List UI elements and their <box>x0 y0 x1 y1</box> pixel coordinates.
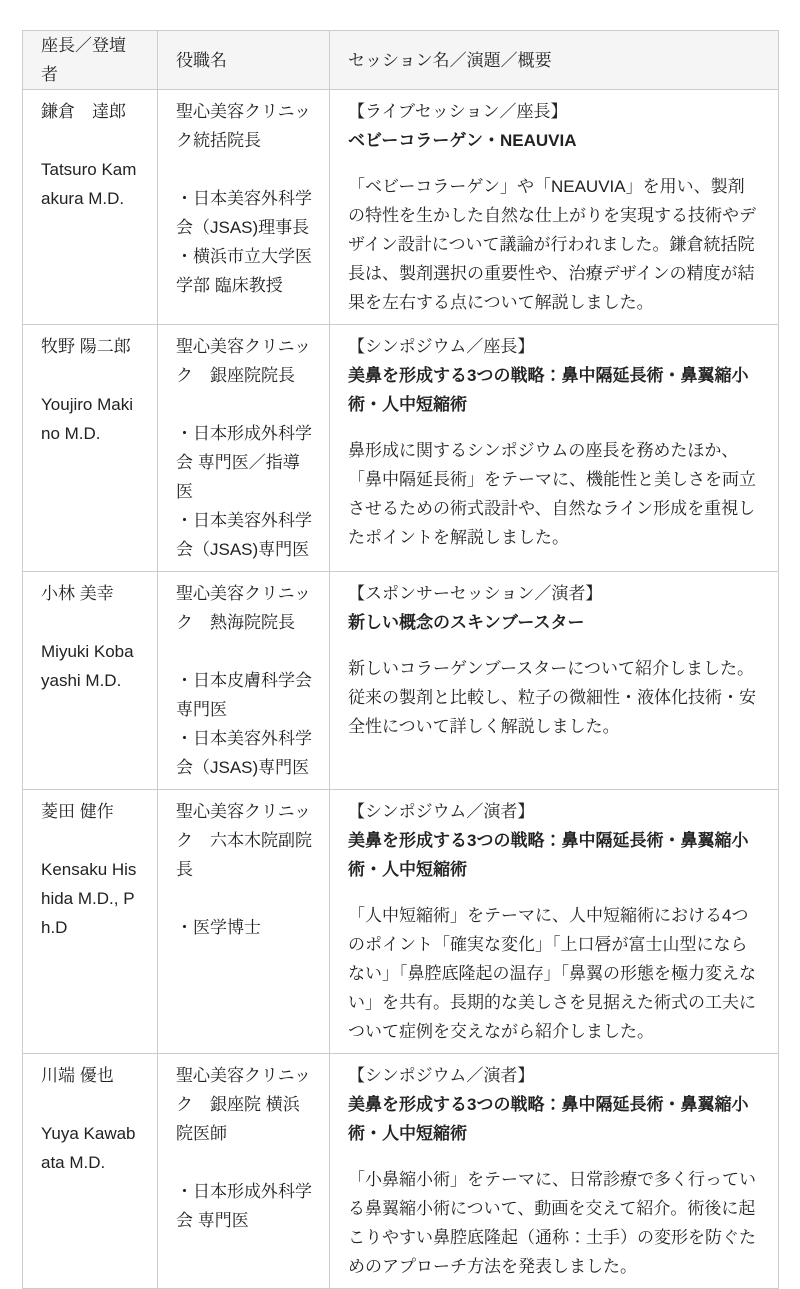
session-cell <box>330 90 779 325</box>
header-row <box>23 31 779 90</box>
speaker-name-en: Yuya Kawabata M.D. <box>41 1124 136 1172</box>
speaker-name: 川端 優也 <box>41 1066 114 1085</box>
credentials-list <box>176 913 312 942</box>
column-header-role: 役職名 <box>158 31 330 90</box>
session-title: 新しい概念のスキンブースター <box>348 613 585 632</box>
session-cell <box>330 325 779 572</box>
session-label: 【ライブセッション／座長】 <box>348 102 568 121</box>
credential-item: ・日本形成外科学会 専門医 <box>176 1182 312 1230</box>
role-cell <box>158 790 330 1054</box>
credential-item: ・医学博士 <box>176 918 261 937</box>
column-header-session: セッション名／演題／概要 <box>330 31 779 90</box>
column-header-speaker: 座長／登壇者 <box>23 31 158 90</box>
session-label: 【シンポジウム／演者】 <box>348 1066 535 1085</box>
speaker-cell <box>23 325 158 572</box>
session-cell <box>330 790 779 1054</box>
credential-item: ・横浜市立大学医学部 臨床教授 <box>176 247 312 295</box>
role-title: 聖心美容クリニック 熱海院院長 <box>176 584 311 632</box>
table-body <box>23 90 779 1289</box>
credentials-list <box>176 1177 312 1235</box>
speaker-name-en: Youjiro Makino M.D. <box>41 395 133 443</box>
role-title: 聖心美容クリニック 銀座院 横浜院医師 <box>176 1066 311 1143</box>
speaker-cell <box>23 1054 158 1289</box>
role-cell <box>158 1054 330 1289</box>
credential-item: ・日本皮膚科学会専門医 <box>176 671 312 719</box>
speaker-name: 鎌倉 達郎 <box>41 102 126 121</box>
session-label: 【スポンサーセッション／演者】 <box>348 584 603 603</box>
session-cell <box>330 572 779 790</box>
speaker-cell <box>23 572 158 790</box>
session-title: ベビーコラーゲン・NEAUVIA <box>348 131 577 150</box>
credential-item: ・日本形成外科学会 専門医／指導医 <box>176 424 312 501</box>
role-title: 聖心美容クリニック 銀座院院長 <box>176 337 311 385</box>
session-label: 【シンポジウム／座長】 <box>348 337 535 356</box>
credentials-list <box>176 184 312 300</box>
speakers-table <box>22 30 779 1289</box>
table-row <box>23 90 779 325</box>
role-cell <box>158 90 330 325</box>
table-row <box>23 325 779 572</box>
credentials-list <box>176 419 312 564</box>
session-cell <box>330 1054 779 1289</box>
session-summary: 「小鼻縮小術」をテーマに、日常診療で多く行っている鼻翼縮小術について、動画を交えて紹介。術後に起こりやすい鼻腔底隆起（通称：土手）の変形を防ぐためのアプローチ方法を発表しました。 <box>348 1170 756 1276</box>
session-title: 美鼻を形成する3つの戦略：鼻中隔延長術・鼻翼縮小術・人中短縮術 <box>348 831 749 879</box>
session-summary: 新しいコラーゲンブースターについて紹介しました。従来の製剤と比較し、粒子の微細性・液体化技術・安全性について詳しく解説しました。 <box>348 659 756 736</box>
table-row <box>23 1054 779 1289</box>
role-cell <box>158 325 330 572</box>
credentials-list <box>176 666 312 782</box>
credential-item: ・日本美容外科学会（JSAS)専門医 <box>176 511 312 559</box>
credential-item: ・日本美容外科学会（JSAS)専門医 <box>176 729 312 777</box>
speakers-table-container <box>22 30 778 1289</box>
table-row <box>23 572 779 790</box>
speaker-cell <box>23 90 158 325</box>
table-header <box>23 31 779 90</box>
session-summary: 「ベビーコラーゲン」や「NEAUVIA」を用い、製剤の特性を生かした自然な仕上がりを実現する技術やデザイン設計について議論が行われました。鎌倉統括院長は、製剤選択の重要性や、治療デザインの精度が結果を左右する点について解説しました。 <box>348 177 756 312</box>
role-title: 聖心美容クリニック統括院長 <box>176 102 311 150</box>
session-title: 美鼻を形成する3つの戦略：鼻中隔延長術・鼻翼縮小術・人中短縮術 <box>348 1095 749 1143</box>
role-cell <box>158 572 330 790</box>
speaker-name: 牧野 陽二郎 <box>41 337 131 356</box>
speaker-name: 菱田 健作 <box>41 802 114 821</box>
speaker-name-en: Kensaku Hishida M.D., Ph.D <box>41 860 137 937</box>
speaker-name-en: Miyuki Kobayashi M.D. <box>41 642 134 690</box>
table-row <box>23 790 779 1054</box>
role-title: 聖心美容クリニック 六本木院副院長 <box>176 802 312 879</box>
speaker-name: 小林 美幸 <box>41 584 114 603</box>
session-summary: 「人中短縮術」をテーマに、人中短縮術における4つのポイント「確実な変化」「上口唇が富士山型にならない」「鼻腔底隆起の温存」「鼻翼の形態を極力変えない」を共有。長期的な美しさを見据えた術式の工夫について症例を交えながら紹介しました。 <box>348 906 756 1041</box>
speaker-cell <box>23 790 158 1054</box>
speaker-name-en: Tatsuro Kamakura M.D. <box>41 160 137 208</box>
session-summary: 鼻形成に関するシンポジウムの座長を務めたほか、「鼻中隔延長術」をテーマに、機能性と美しさを両立させるための術式設計や、自然なライン形成を重視したポイントを解説しました。 <box>348 441 756 547</box>
credential-item: ・日本美容外科学会（JSAS)理事長 <box>176 189 312 237</box>
session-label: 【シンポジウム／演者】 <box>348 802 535 821</box>
session-title: 美鼻を形成する3つの戦略：鼻中隔延長術・鼻翼縮小術・人中短縮術 <box>348 366 749 414</box>
